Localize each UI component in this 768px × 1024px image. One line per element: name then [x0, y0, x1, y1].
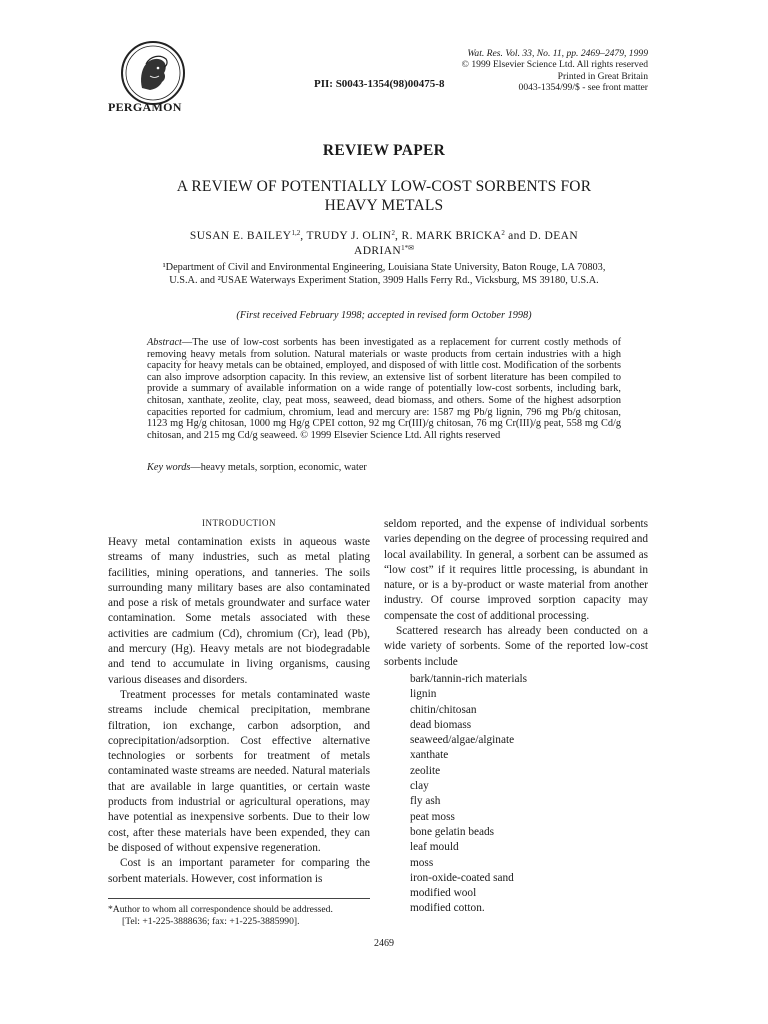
- pergamon-logo: [120, 40, 186, 106]
- affiliations: ¹Department of Civil and Environmental Engineering, Louisiana State University, Baton Rouge, LA 70803, U.S.A. and ²USAE Waterways Experiment Station, 3909 Halls Ferry Rd., Vicksburg, MS 39180, U.S.A.: [162, 262, 606, 286]
- abstract: [147, 337, 621, 441]
- intro-paragraph-1: Heavy metal contamination exists in aqueous waste streams of many industries, such as metal plating facilities, mining operations, and tanneries. The soils surrounding many military bases are also contaminated and pose a risk of metals groundwater and surface water contamination. Some metals associated with these activities are cadmium (Cd), chromium (Cr), lead (Pb), and mercury (Hg). Heavy metals are not biodegradable and tend to accumulate in living organisms, causing various diseases and disorders.: [108, 536, 370, 686]
- printed-line: Printed in Great Britain: [557, 70, 648, 82]
- abstract-text: —The use of low-cost sorbents has been investigated as a replacement for current costly methods of removing heavy metals from solution. Natural materials or waste products from certain industries with a high capacity for heavy metals can be obtained, employed, and disposed of with little cost. Modification of the sorbents can also improve adsorption capacity. In this review, an extensive list of sorbent literature has been compiled to provide a summary of available information on a wide range of potentially low-cost sorbents, including bark, chitosan, xanthate, zeolite, clay, peat moss, seaweed, dead biomass, and others. Some of the highest adsorption capacities reported for cadmium, chromium, lead and mercury are: 1587 mg Pb/g lignin, 796 mg Pb/g chitosan, 1123 mg Hg/g chitosan, 1000 mg Hg/g CPEI cotton, 92 mg Cr(III)/g chitosan, 76 mg Cr(III)/g peat, 558 mg Cd/g chitosan, and 215 mg Cd/g seaweed. © 1999 Elsevier Science Ltd. All rights reserved: [147, 337, 621, 441]
- issn-line: 0043-1354/99/$ - see front matter: [518, 82, 648, 94]
- list-item: xanthate: [410, 749, 449, 762]
- keywords-text: —heavy metals, sorption, economic, water: [190, 462, 367, 473]
- list-item: chitin/chitosan: [410, 703, 477, 716]
- right-column: [384, 517, 648, 917]
- list-item: modified wool: [410, 887, 477, 900]
- list-item: bone gelatin beads: [410, 825, 495, 838]
- intro-paragraph-4: seldom reported, and the expense of individual sorbents varies depending on the degree of processing required and local availability. In general, a sorbent can be assumed as “low cost” if it requires little processing, is abundant in nature, or is a by-product or waste material from another industry. Of course improved sorption capacity may compensate the cost of additional processing.: [384, 518, 648, 622]
- paper-type: REVIEW PAPER: [322, 142, 446, 159]
- page-number: 2469: [374, 938, 394, 949]
- list-item: leaf mould: [410, 841, 459, 854]
- received-dates: (First received February 1998; accepted in revised form October 1998): [236, 310, 532, 321]
- list-item: zeolite: [410, 764, 441, 777]
- section-heading: INTRODUCTION: [202, 518, 276, 528]
- list-item: bark/tannin-rich materials: [410, 672, 528, 685]
- journal-info: [388, 48, 648, 94]
- list-item: clay: [410, 780, 429, 793]
- sorbent-list: [410, 672, 648, 917]
- abstract-label: Abstract: [147, 337, 182, 348]
- author-1: SUSAN E. BAILEY$^{1,2}$: [189, 229, 301, 242]
- title-line-2: HEAVY METALS: [324, 197, 444, 214]
- left-column: [108, 517, 370, 887]
- author-2: TRUDY J. OLIN$^2$: [306, 229, 395, 242]
- footnote-divider: [108, 898, 370, 899]
- list-item: moss: [410, 856, 434, 869]
- list-item: dead biomass: [410, 718, 472, 731]
- intro-paragraph-2: Treatment processes for metals contaminated waste streams include chemical precipitation, membrane filtration, ion exchange, carbon adsorption, and coprecipitation/adsorption. Cost effective alternative technologies or sorbents for treatment of metals contaminated waste streams are needed. Natural materials that are available in large quantities, or certain waste products from industrial or agricultural operations, may have potential as inexpensive sorbents. Due to their low cost, after these materials have been expended, they can be disposed of without expensive regeneration.: [108, 688, 370, 854]
- list-item: iron-oxide-coated sand: [410, 871, 514, 884]
- list-item: fly ash: [410, 795, 441, 808]
- list-item: lignin: [410, 688, 437, 701]
- copyright-line: © 1999 Elsevier Science Ltd. All rights reserved: [461, 59, 648, 71]
- paper-title: [120, 177, 648, 215]
- pii-identifier: PII: S0043-1354(98)00475-8: [314, 78, 445, 90]
- list-item: peat moss: [410, 810, 455, 823]
- author-3: R. MARK BRICKA$^2$: [401, 229, 505, 242]
- publisher-name: PERGAMON: [108, 100, 182, 114]
- title-line-1: A REVIEW OF POTENTIALLY LOW-COST SORBENTS FOR: [176, 178, 592, 195]
- footnote-line-1: *Author to whom all correspondence should be addressed.: [108, 904, 333, 915]
- author-list: SUSAN E. BAILEY$^{1,2}$, TRUDY J. OLIN$^2$, R. MARK BRICKA$^2$ and D. DEAN $ADRIAN^{1*✉}$: [189, 229, 579, 257]
- keywords: [147, 462, 621, 473]
- list-item: modified cotton.: [410, 902, 485, 915]
- author-4: D. DEAN $ADRIAN^{1*✉}$: [354, 230, 579, 257]
- intro-paragraph-5: Scattered research has already been conducted on a wide variety of sorbents. Some of the reported low-cost sorbents include: [384, 625, 648, 668]
- keywords-label: Key words: [147, 462, 191, 473]
- footnote-line-2: [Tel: +1-225-3888636; fax: +1-225-3885990].: [122, 915, 300, 927]
- intro-paragraph-3: Cost is an important parameter for comparing the sorbent materials. However, cost information is: [108, 857, 370, 885]
- footnote: [108, 904, 378, 927]
- journal-citation: Wat. Res. Vol. 33, No. 11, pp. 2469–2479, 1999: [467, 48, 648, 59]
- list-item: seaweed/algae/alginate: [410, 734, 515, 747]
